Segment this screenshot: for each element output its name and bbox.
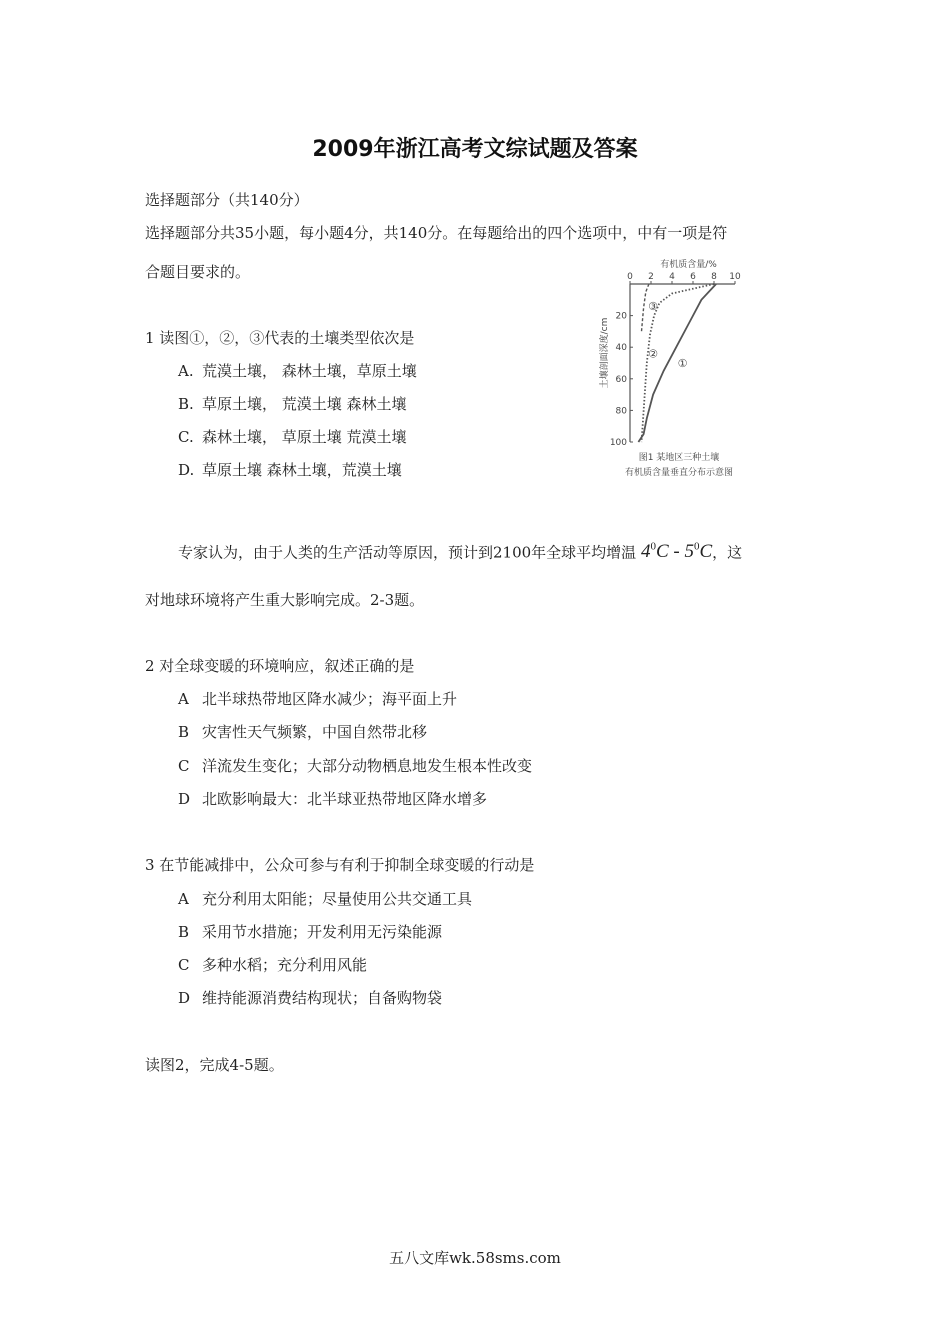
y-tick-label: 80 — [615, 406, 627, 417]
option-key: D — [178, 989, 191, 1007]
passage-line-1 — [178, 537, 742, 562]
x-tick-label: 8 — [711, 272, 717, 282]
question-3-option-d — [178, 988, 442, 1008]
question-2-option-b — [178, 722, 427, 742]
option-key: A — [178, 690, 189, 708]
x-axis-title: 有机质含量/% — [660, 260, 717, 270]
option-text: 采用节水措施；开发利用无污染能源 — [202, 923, 443, 941]
question-3-stem: 3 在节能减排中，公众可参与有利于抑制全球变暖的行动是 — [145, 856, 535, 874]
option-key: D. — [178, 461, 195, 479]
closing-instruction: 读图2，完成4-5题。 — [145, 1056, 284, 1074]
option-text: 森林土壤， 草原土壤 荒漠土壤 — [202, 428, 407, 446]
temperature-range — [636, 541, 712, 562]
x-tick-label: 0 — [627, 272, 633, 282]
question-1-option-a — [178, 361, 417, 381]
curve-label-3: ③ — [648, 300, 659, 314]
footer-watermark: 五八文库wk.58sms.com — [389, 1249, 561, 1267]
curve-label-2: ② — [648, 347, 659, 361]
temp-low: 4 — [640, 541, 651, 563]
y-tick-label: 40 — [615, 343, 627, 354]
curve-label-1: ① — [677, 357, 688, 370]
question-2-stem: 2 对全球变暖的环境响应，叙述正确的是 — [145, 657, 415, 675]
option-key: A. — [178, 362, 194, 380]
y-tick-label: 60 — [615, 374, 627, 385]
option-key: D — [178, 790, 191, 808]
soil-organic-matter-chart — [597, 256, 761, 484]
y-tick-label: 20 — [615, 311, 627, 322]
x-tick-label: 6 — [690, 272, 696, 282]
option-key: C — [178, 757, 190, 775]
option-key: B — [178, 723, 190, 741]
x-tick-label: 4 — [669, 272, 675, 282]
option-key: C. — [178, 428, 194, 446]
figure-caption-line-1: 图1 某地区三种土壤 — [638, 453, 720, 463]
option-key: C — [178, 956, 190, 974]
passage-text-post: ，这 — [712, 543, 743, 562]
x-tick-label: 10 — [729, 272, 741, 282]
option-text: 北半球热带地区降水减少；海平面上升 — [202, 690, 458, 708]
unit-c: C — [699, 541, 713, 563]
question-1-stem: 1 读图①，②，③代表的土壤类型依次是 — [145, 329, 415, 347]
question-1-option-c — [178, 427, 407, 447]
question-3-option-a — [178, 889, 472, 909]
question-2-option-d — [178, 789, 487, 809]
degree-mark: 0 — [693, 541, 700, 553]
section-heading: 选择题部分（共140分） — [145, 191, 309, 209]
unit-c: C — [655, 541, 669, 563]
page-title: 2009年浙江高考文综试题及答案 — [312, 137, 638, 162]
x-tick-label: 2 — [648, 272, 654, 282]
y-axis-title: 土壤剖面深度/cm — [600, 317, 610, 389]
passage-line-2: 对地球环境将产生重大影响完成。2-3题。 — [145, 591, 425, 609]
question-1-option-d — [178, 460, 402, 480]
question-1-option-b — [178, 394, 407, 414]
instructions-line-1: 选择题部分共35小题，每小题4分，共140分。在每题给出的四个选项中，中有一项是符 — [145, 224, 728, 242]
option-text: 维持能源消费结构现状；自备购物袋 — [202, 989, 443, 1007]
degree-mark: 0 — [650, 541, 656, 553]
option-key: A — [178, 890, 189, 908]
option-text: 灾害性天气频繁，中国自然带北移 — [202, 723, 428, 741]
temp-high: 5 — [684, 541, 694, 563]
option-key: B. — [178, 395, 194, 413]
question-3-option-c — [178, 955, 367, 975]
option-text: 草原土壤 森林土壤，荒漠土壤 — [202, 461, 402, 479]
option-text: 多种水稻；充分利用风能 — [202, 956, 368, 974]
question-3-option-b — [178, 922, 442, 942]
question-2-option-c — [178, 756, 532, 776]
option-key: B — [178, 923, 190, 941]
option-text: 草原土壤， 荒漠土壤 森林土壤 — [202, 395, 407, 413]
range-sep: - — [668, 541, 685, 563]
passage-text-pre: 专家认为，由于人类的生产活动等原因，预计到2100年全球平均增温 — [178, 543, 637, 562]
option-text: 荒漠土壤， 森林土壤，草原土壤 — [202, 362, 417, 380]
instructions-line-2: 合题目要求的。 — [145, 263, 251, 281]
figure-caption-line-2: 有机质含量垂直分布示意图 — [624, 468, 734, 478]
question-2-option-a — [178, 689, 457, 709]
y-tick-label: 100 — [609, 438, 627, 448]
option-text: 充分利用太阳能；尽量使用公共交通工具 — [202, 890, 473, 908]
option-text: 洋流发生变化；大部分动物栖息地发生根本性改变 — [202, 757, 533, 775]
option-text: 北欧影响最大：北半球亚热带地区降水增多 — [202, 790, 488, 808]
